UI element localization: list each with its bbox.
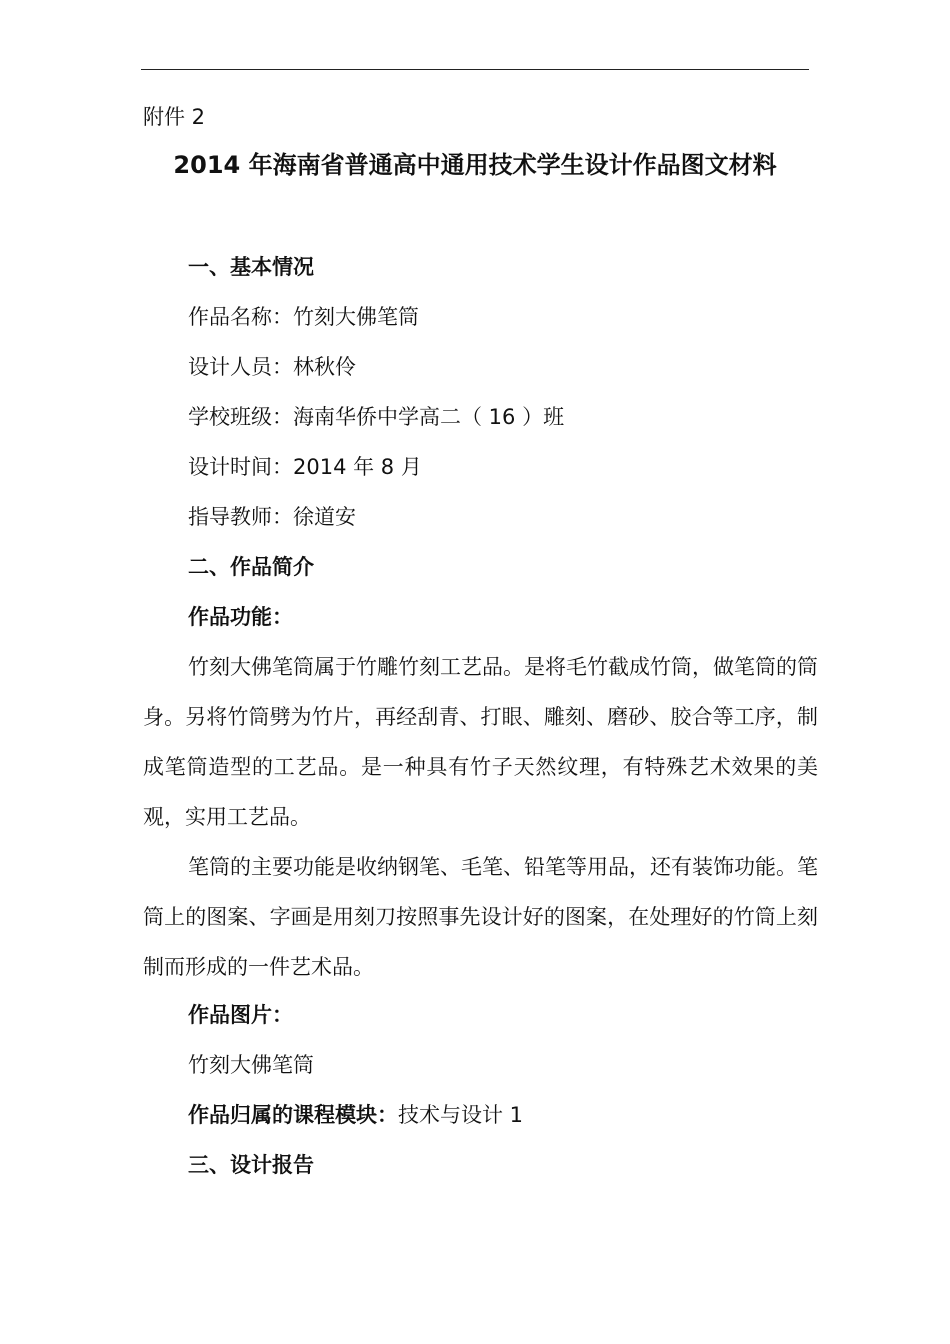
function-paragraph-1: 竹刻大佛笔筒属于竹雕竹刻工艺品。是将毛竹截成竹筒，做笔筒的筒身。另将竹筒劈为竹片，再经刮青、打眼、雕刻、磨砂、胶合等工序，制成笔筒造型的工艺品。是一种具有竹子天然纹理，有特殊艺术效果的美观，实用工艺品。 bbox=[143, 655, 818, 829]
header-rule bbox=[141, 69, 809, 70]
section-1-heading: 一、基本情况 bbox=[188, 255, 314, 279]
design-time: 设计时间：2014 年 8 月 bbox=[188, 455, 422, 479]
function-label: 作品功能： bbox=[188, 605, 293, 629]
picture-label: 作品图片： bbox=[188, 1003, 293, 1027]
teacher: 指导教师：徐道安 bbox=[188, 505, 356, 529]
designer: 设计人员：林秋伶 bbox=[188, 355, 356, 379]
course-module bbox=[188, 1100, 523, 1130]
picture-caption: 竹刻大佛笔筒 bbox=[188, 1053, 314, 1077]
course-module-value: 技术与设计 1 bbox=[398, 1103, 524, 1127]
attachment-label: 附件 2 bbox=[143, 105, 206, 129]
school-class: 学校班级：海南华侨中学高二（ 16 ）班 bbox=[188, 405, 565, 429]
section-2-heading: 二、作品简介 bbox=[188, 555, 314, 579]
work-name: 作品名称：竹刻大佛笔筒 bbox=[188, 305, 419, 329]
course-module-label: 作品归属的课程模块： bbox=[188, 1103, 398, 1127]
section-3-heading: 三、设计报告 bbox=[188, 1153, 314, 1177]
document-title: 2014 年海南省普通高中通用技术学生设计作品图文材料 bbox=[173, 151, 777, 179]
function-paragraph-2: 笔筒的主要功能是收纳钢笔、毛笔、铅笔等用品，还有装饰功能。笔筒上的图案、字画是用刻刀按照事先设计好的图案，在处理好的竹筒上刻制而形成的一件艺术品。 bbox=[143, 855, 818, 979]
